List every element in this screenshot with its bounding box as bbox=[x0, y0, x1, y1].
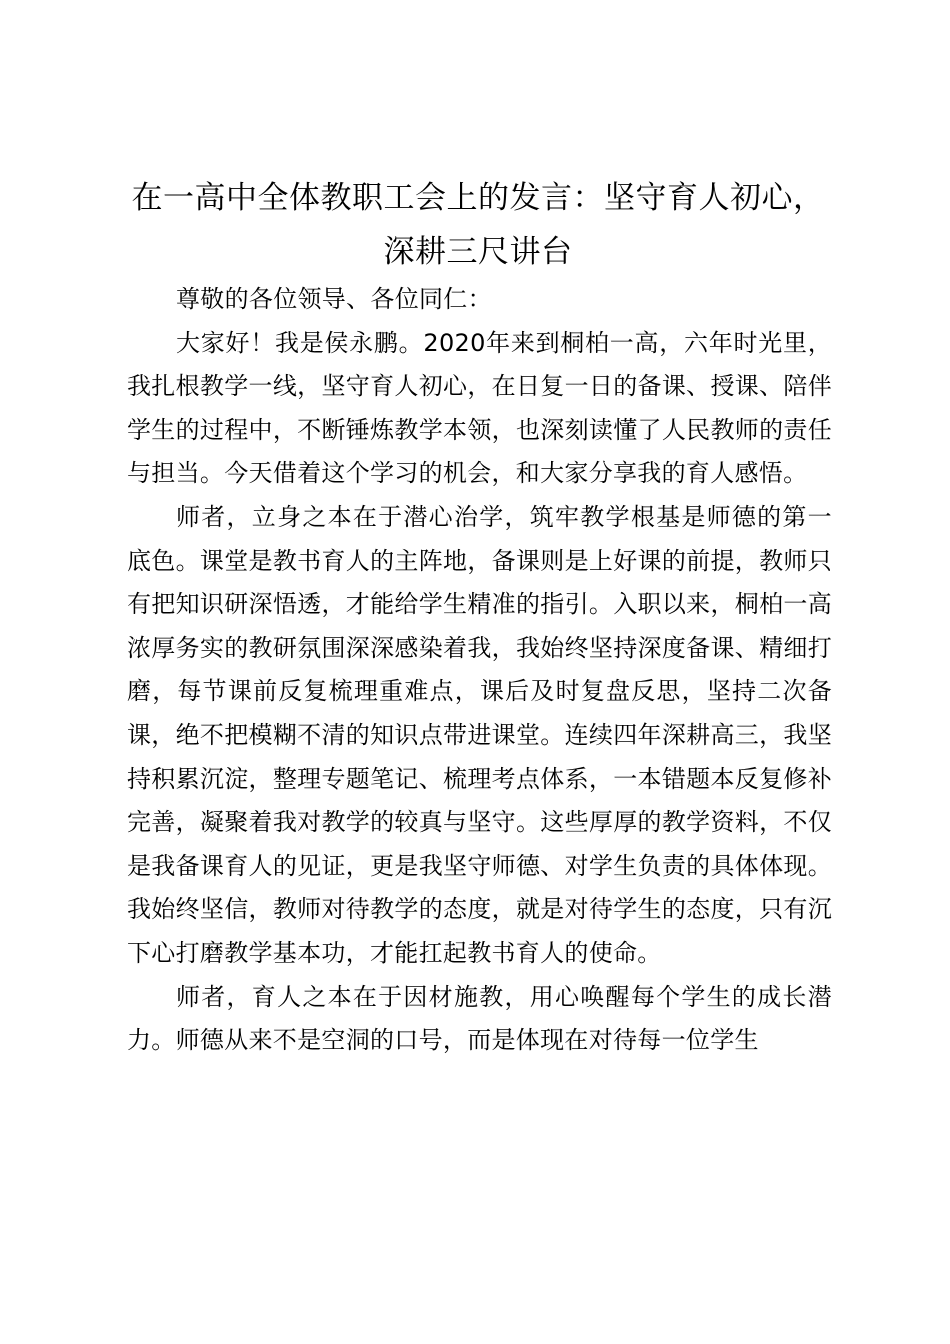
document-body bbox=[127, 278, 832, 1063]
paragraph-2: 师者，立身之本在于潜心治学，筑牢教学根基是师德的第一底色。课堂是教书育人的主阵地，备课则是上好课的前提，教师只有把知识研深悟透，才能给学生精准的指引。入职以来，桐柏一高浓厚务实的教研氛围深深感染着我，我始终坚持深度备课、精细打磨，每节课前反复梳理重难点，课后及时复盘反思，坚持二次备课，绝不把模糊不清的知识点带进课堂。连续四年深耕高三，我坚持积累沉淀，整理专题笔记、梳理考点体系，一本错题本反复修补完善，凝聚着我对教学的较真与坚守。这些厚厚的教学资料，不仅是我备课育人的见证，更是我坚守师德、对学生负责的具体体现。我始终坚信，教师对待教学的态度，就是对待学生的态度，只有沉下心打磨教学基本功，才能扛起教书育人的使命。 bbox=[127, 502, 832, 967]
paragraph-1: 大家好！我是侯永鹏。2020年来到桐柏一高，六年时光里，我扎根教学一线，坚守育人初心，在日复一日的备课、授课、陪伴学生的过程中，不断锤炼教学本领，也深刻读懂了人民教师的责任与担当。今天借着这个学习的机会，和大家分享我的育人感悟。 bbox=[127, 328, 832, 488]
paragraph-3: 师者，育人之本在于因材施教，用心唤醒每个学生的成长潜力。师德从来不是空洞的口号，而是体现在对待每一位学生 bbox=[127, 982, 832, 1055]
document-title: 在一高中全体教职工会上的发言：坚守育人初心，深耕三尺讲台 bbox=[131, 180, 825, 270]
salutation: 尊敬的各位领导、各位同仁： bbox=[176, 285, 492, 313]
